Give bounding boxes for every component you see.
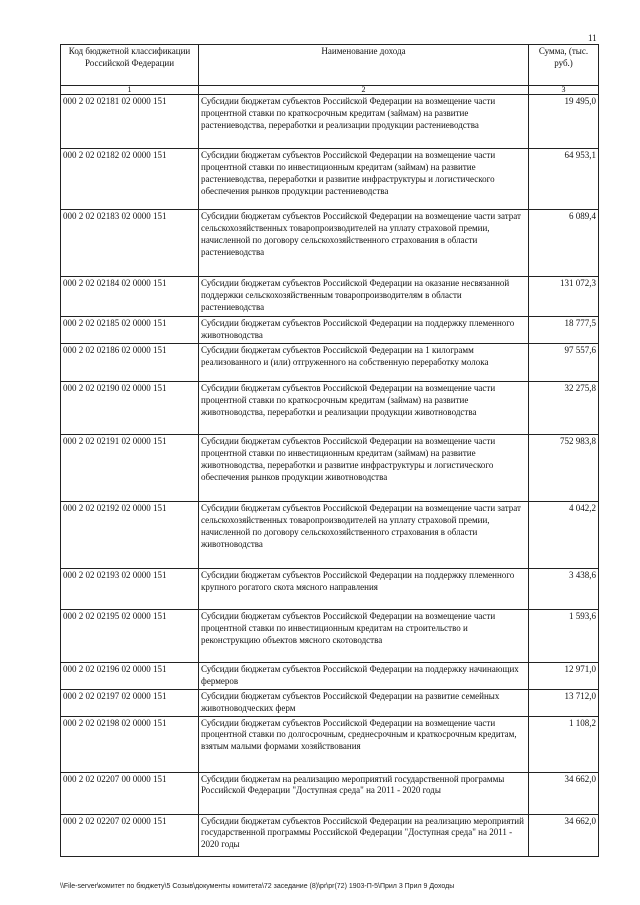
table-row xyxy=(61,210,599,277)
row-code: 000 2 02 02207 02 0000 151 xyxy=(61,814,199,856)
row-sum: 34 662,0 xyxy=(529,772,599,814)
row-name: Субсидии бюджетам субъектов Российской Федерации на поддержку племенного животноводства xyxy=(199,317,529,344)
row-sum: 4 042,2 xyxy=(529,502,599,569)
row-code: 000 2 02 02196 02 0000 151 xyxy=(61,663,199,690)
row-code: 000 2 02 02181 02 0000 151 xyxy=(61,95,199,149)
table-row xyxy=(61,610,599,663)
row-name: Субсидии бюджетам субъектов Российской Федерации на возмещение части затрат сельскохозяйственных товаропроизводителей на уплату страховой премии, начисленной по договору сельскохозяйственного страхования в области животноводства xyxy=(199,502,529,569)
row-sum: 1 108,2 xyxy=(529,716,599,772)
row-name: Субсидии бюджетам субъектов Российской Федерации на поддержку начинающих фермеров xyxy=(199,663,529,690)
row-name: Субсидии бюджетам субъектов Российской Федерации на оказание несвязанной поддержки сельскохозяйственным товаропроизводителям в области растениеводства xyxy=(199,277,529,317)
table-row xyxy=(61,772,599,814)
row-sum: 13 712,0 xyxy=(529,689,599,716)
row-code: 000 2 02 02183 02 0000 151 xyxy=(61,210,199,277)
table-row xyxy=(61,317,599,344)
file-path-footer: \\File-server\комитет по бюджету\5 Созыв\документы комитета\72 заседание (8)\pr\pr(72) 1903-П-5\Прил 3 Прил 9 Доходы xyxy=(60,883,455,890)
table-header-row xyxy=(61,45,599,86)
row-code: 000 2 02 02193 02 0000 151 xyxy=(61,569,199,610)
column-number: 1 xyxy=(61,86,199,95)
row-sum: 131 072,3 xyxy=(529,277,599,317)
header-code: Код бюджетной классификации Российской Федерации xyxy=(61,45,199,86)
table-row xyxy=(61,502,599,569)
row-name: Субсидии бюджетам субъектов Российской Федерации на 1 килограмм реализованного и (или) отгруженного на собственную переработку молока xyxy=(199,344,529,382)
table-row xyxy=(61,344,599,382)
row-code: 000 2 02 02190 02 0000 151 xyxy=(61,382,199,435)
row-name: Субсидии бюджетам субъектов Российской Федерации на поддержку племенного крупного рогатого скота мясного направления xyxy=(199,569,529,610)
row-code: 000 2 02 02192 02 0000 151 xyxy=(61,502,199,569)
table-row xyxy=(61,569,599,610)
row-name: Субсидии бюджетам субъектов Российской Федерации на возмещение части процентной ставки по инвестиционным кредитам (займам) на развитие растениеводства, переработки и развитие инфраструктуры и логистического обеспечения рынков продукции растениеводства xyxy=(199,149,529,210)
revenue-table xyxy=(60,44,599,857)
row-sum: 64 953,1 xyxy=(529,149,599,210)
row-sum: 752 983,8 xyxy=(529,435,599,502)
row-sum: 1 593,6 xyxy=(529,610,599,663)
table-row xyxy=(61,716,599,772)
row-name: Субсидии бюджетам субъектов Российской Федерации на возмещение части процентной ставки по краткосрочным кредитам (займам) на развитие растениеводства, переработки и реализации продукции растениеводства xyxy=(199,95,529,149)
column-number: 3 xyxy=(529,86,599,95)
row-sum: 97 557,6 xyxy=(529,344,599,382)
table-row xyxy=(61,95,599,149)
row-name: Субсидии бюджетам субъектов Российской Федерации на возмещение части процентной ставки по краткосрочным кредитам (займам) на развитие животноводства, переработки и реализации продукции животноводства xyxy=(199,382,529,435)
column-number: 2 xyxy=(199,86,529,95)
table-row xyxy=(61,149,599,210)
row-code: 000 2 02 02207 00 0000 151 xyxy=(61,772,199,814)
page-number: 11 xyxy=(588,33,597,43)
row-sum: 32 275,8 xyxy=(529,382,599,435)
header-name: Наименование дохода xyxy=(199,45,529,86)
table-row xyxy=(61,435,599,502)
row-code: 000 2 02 02186 02 0000 151 xyxy=(61,344,199,382)
table-row xyxy=(61,689,599,716)
table-row xyxy=(61,382,599,435)
row-sum: 34 662,0 xyxy=(529,814,599,856)
row-sum: 3 438,6 xyxy=(529,569,599,610)
header-sum: Сумма, (тыс. руб.) xyxy=(529,45,599,86)
row-name: Субсидии бюджетам на реализацию мероприятий государственной программы Российской Федерации "Доступная среда" на 2011 - 2020 годы xyxy=(199,772,529,814)
table-row xyxy=(61,663,599,690)
row-code: 000 2 02 02195 02 0000 151 xyxy=(61,610,199,663)
row-code: 000 2 02 02197 02 0000 151 xyxy=(61,689,199,716)
row-code: 000 2 02 02182 02 0000 151 xyxy=(61,149,199,210)
row-code: 000 2 02 02191 02 0000 151 xyxy=(61,435,199,502)
row-code: 000 2 02 02185 02 0000 151 xyxy=(61,317,199,344)
row-sum: 6 089,4 xyxy=(529,210,599,277)
row-sum: 19 495,0 xyxy=(529,95,599,149)
row-code: 000 2 02 02198 02 0000 151 xyxy=(61,716,199,772)
row-name: Субсидии бюджетам субъектов Российской Федерации на возмещение части процентной ставки по инвестиционным кредитам на строительство и реконструкцию объектов мясного скотоводства xyxy=(199,610,529,663)
row-name: Субсидии бюджетам субъектов Российской Федерации на возмещение части затрат сельскохозяйственных товаропроизводителей на уплату страховой премии, начисленной по договору сельскохозяйственного страхования в области растениеводства xyxy=(199,210,529,277)
row-name: Субсидии бюджетам субъектов Российской Федерации на возмещение части процентной ставки по долгосрочным, среднесрочным и краткосрочным кредитам, взятым малыми формами хозяйствования xyxy=(199,716,529,772)
row-sum: 12 971,0 xyxy=(529,663,599,690)
row-name: Субсидии бюджетам субъектов Российской Федерации на реализацию мероприятий государственной программы Российской Федерации "Доступная среда" на 2011 - 2020 годы xyxy=(199,814,529,856)
row-code: 000 2 02 02184 02 0000 151 xyxy=(61,277,199,317)
row-name: Субсидии бюджетам субъектов Российской Федерации на возмещение части процентной ставки по инвестиционным кредитам (займам) на развитие животноводства, переработки и развитие инфраструктуры и логистического обеспечения рынков продукции животноводства xyxy=(199,435,529,502)
column-number-row xyxy=(61,86,599,95)
row-name: Субсидии бюджетам субъектов Российской Федерации на развитие семейных животноводческих ферм xyxy=(199,689,529,716)
row-sum: 18 777,5 xyxy=(529,317,599,344)
table-row xyxy=(61,814,599,856)
table-row xyxy=(61,277,599,317)
